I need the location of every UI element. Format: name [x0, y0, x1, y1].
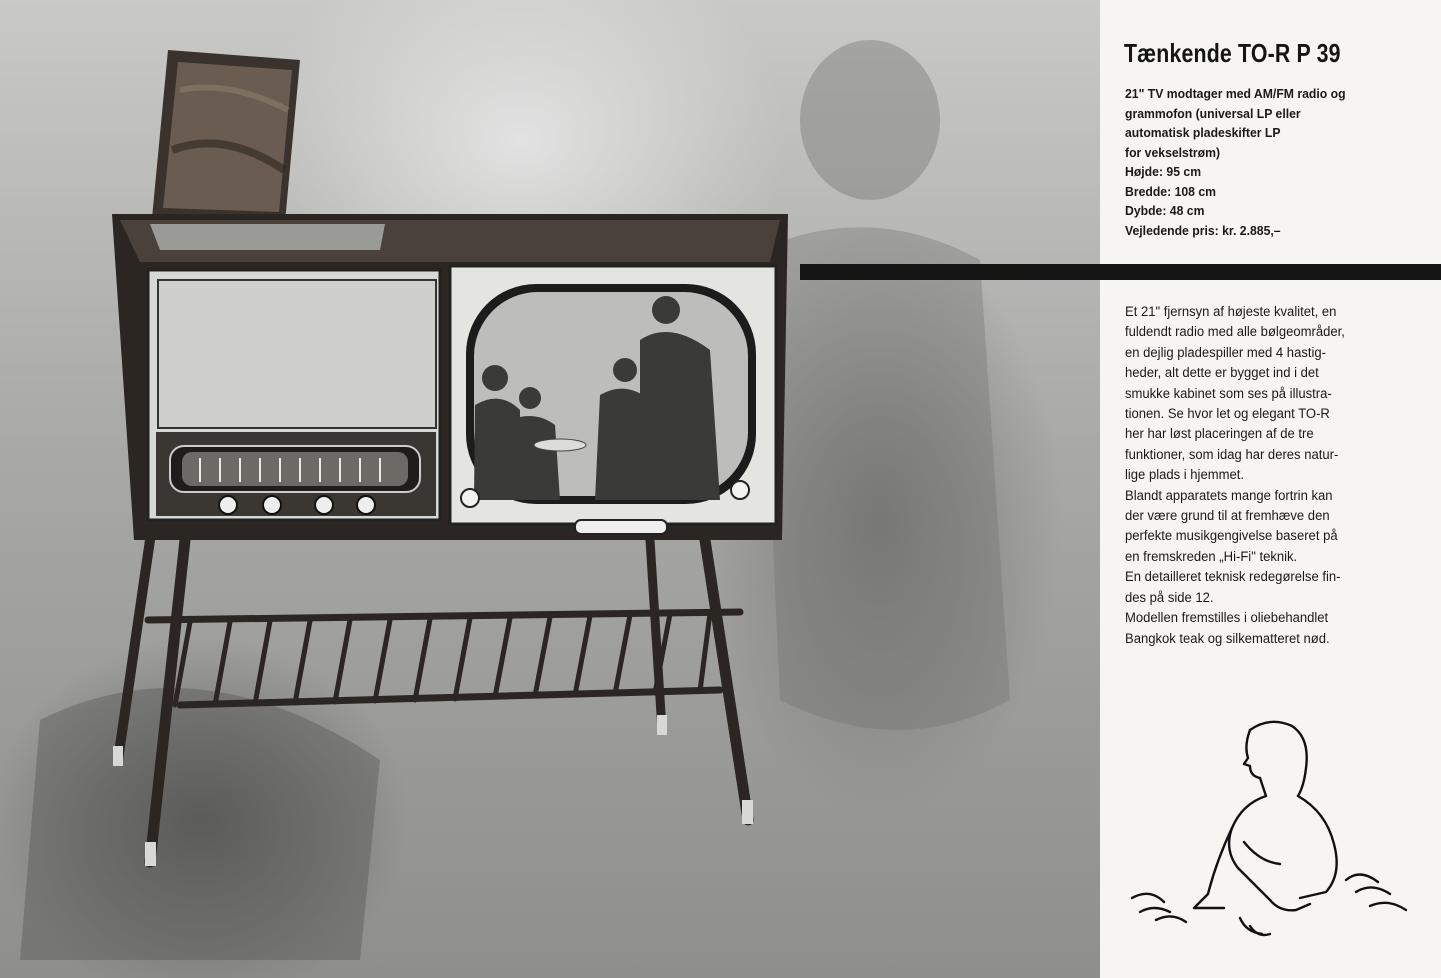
spec-depth: Dybde: 48 cm — [1125, 203, 1205, 218]
spec-line: for vekselstrøm) — [1125, 144, 1221, 160]
body-line: tionen. Se hvor let og elegant TO-R — [1125, 406, 1330, 423]
body-line: en fremskreden „Hi-Fi" teknik. — [1125, 548, 1298, 565]
radio-knob-icon — [357, 496, 375, 514]
background-figure-head — [800, 40, 940, 200]
body-line: lige plads i hjemmet. — [1125, 467, 1244, 484]
body-line: her har løst placeringen af de tre — [1125, 426, 1314, 443]
body-line: des på side 12. — [1125, 589, 1214, 606]
body-line: En detailleret teknisk redegørelse fin- — [1125, 569, 1341, 586]
background-figure-body — [760, 227, 1010, 730]
record-player-lid — [152, 50, 300, 222]
ad-title: Tænkende TO-R P 39 — [1124, 38, 1341, 68]
seated-woman-sketch — [1120, 712, 1420, 952]
tv-control-strip — [575, 520, 667, 534]
body-line: smukke kabinet som ses på illustra- — [1125, 385, 1332, 402]
spec-line: 21" TV modtager med AM/FM radio og — [1125, 86, 1346, 101]
body-line: Bangkok teak og silkematteret nød. — [1125, 630, 1330, 647]
body-line: funktioner, som idag har deres natur- — [1125, 446, 1339, 463]
tv-cabinet — [112, 214, 788, 540]
body-line: der være grund til at fremhæve den — [1125, 508, 1330, 525]
spec-height: Højde: 95 cm — [1125, 164, 1202, 179]
body-line: Blandt apparatets mange fortrin kan — [1125, 487, 1333, 504]
divider-bar — [800, 264, 1441, 280]
body-line: Modellen fremstilles i oliebehandlet — [1125, 610, 1329, 627]
spec-price: Vejledende pris: kr. 2.885,– — [1125, 222, 1281, 238]
description — [1125, 302, 1429, 649]
radio-knob-icon — [263, 496, 281, 514]
spec-width: Bredde: 108 cm — [1125, 183, 1217, 199]
body-line: heder, alt dette er bygget ind i det — [1125, 365, 1319, 382]
body-line: perfekte musikgengivelse baseret på — [1125, 528, 1338, 545]
spec-line: automatisk pladeskifter LP — [1125, 125, 1281, 140]
radio-knob-icon — [219, 496, 237, 514]
radio-knob-icon — [315, 496, 333, 514]
body-line: fuldendt radio med alle bølgeområder, — [1125, 324, 1345, 341]
body-line: Et 21" fjernsyn af højeste kvalitet, en — [1125, 304, 1337, 320]
spec-list — [1125, 84, 1407, 240]
background-guitarist — [20, 688, 380, 960]
spec-line: grammofon (universal LP eller — [1125, 105, 1301, 121]
body-line: en dejlig pladespiller med 4 hastig- — [1125, 344, 1326, 361]
